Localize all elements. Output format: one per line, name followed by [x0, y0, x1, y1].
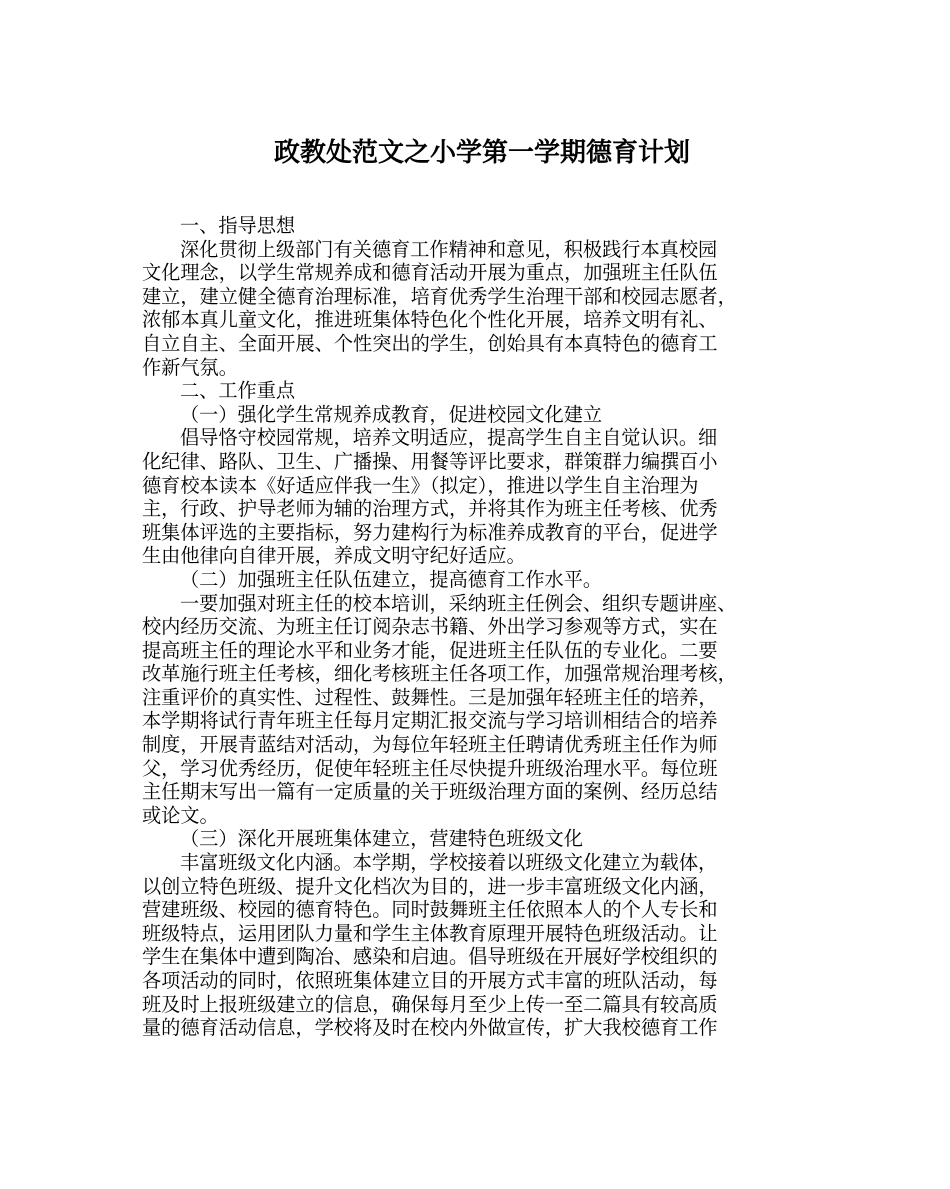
body-line: 丰富班级文化内涵。本学期，学校接着以班级文化建立为载体，	[180, 851, 718, 875]
document-title: 政教处范文之小学第一学期德育计划	[273, 138, 690, 168]
body-line: 浓郁本真儿童文化，推进班集体特色化个性化开展，培养文明有礼、	[142, 308, 718, 332]
body-line: 倡导恪守校园常规，培养文明适应，提高学生自主自觉认识。细	[180, 426, 718, 450]
body-line: 化纪律、路队、卫生、广播操、用餐等评比要求，群策群力编撰百小	[142, 449, 718, 473]
body-line: 德育校本读本《好适应伴我一生》（拟定），推进以学生自主治理为	[142, 473, 699, 497]
body-line: 量的德育活动信息，学校将及时在校内外做宣传，扩大我校德育工作	[142, 1016, 718, 1040]
body-line: 改革施行班主任考核，细化考核班主任各项工作，加强常规治理考核，	[142, 662, 737, 686]
body-line: 或论文。	[142, 803, 219, 827]
body-line: 作新气氛。	[142, 355, 238, 379]
body-line: 以创立特色班级、提升文化档次为目的，进一步丰富班级文化内涵，	[142, 874, 718, 898]
document-body	[142, 214, 822, 1040]
body-line: 班集体评选的主要指标，努力建构行为标准养成教育的平台，促进学	[142, 520, 718, 544]
body-line: 班及时上报班级建立的信息，确保每月至少上传一至二篇具有较高质	[142, 992, 718, 1016]
body-line: 主，行政、护导老师为辅的治理方式，并将其作为班主任考核、优秀	[142, 497, 718, 521]
body-line: 注重评价的真实性、过程性、鼓舞性。三是加强年轻班主任的培养，	[142, 685, 718, 709]
body-line: 班级特点，运用团队力量和学生主体教育原理开展特色班级活动。让	[142, 921, 718, 945]
body-line: 自立自主、全面开展、个性突出的学生，创始具有本真特色的德育工	[142, 331, 718, 355]
body-line: 本学期将试行青年班主任每月定期汇报交流与学习培训相结合的培养	[142, 709, 718, 733]
body-line: 主任期末写出一篇有一定质量的关于班级治理方面的案例、经历总结	[142, 780, 718, 804]
body-line: 学生在集体中遭到陶冶、感染和启迪。倡导班级在开展好学校组织的	[142, 945, 718, 969]
body-line: 深化贯彻上级部门有关德育工作精神和意见，积极践行本真校园	[180, 237, 718, 261]
document-page	[142, 120, 822, 1040]
body-line: 生由他律向自律开展，养成文明守纪好适应。	[142, 544, 526, 568]
body-line: 文化理念，以学生常规养成和德育活动开展为重点，加强班主任队伍	[142, 261, 718, 285]
body-line: （三）深化开展班集体建立，营建特色班级文化	[180, 827, 583, 851]
body-line: 父，学习优秀经历，促使年轻班主任尽快提升班级治理水平。每位班	[142, 756, 718, 780]
body-line: 校内经历交流、为班主任订阅杂志书籍、外出学习参观等方式，实在	[142, 615, 718, 639]
body-line: 二、工作重点	[180, 379, 296, 403]
body-line: （一）强化学生常规养成教育，促进校园文化建立	[180, 402, 603, 426]
body-line: 营建班级、校园的德育特色。同时鼓舞班主任依照本人的个人专长和	[142, 898, 718, 922]
body-line: 各项活动的同时，依照班集体建立目的开展方式丰富的班队活动，每	[142, 969, 718, 992]
body-line: （二）加强班主任队伍建立，提高德育工作水平。	[180, 567, 603, 591]
body-line: 建立，建立健全德育治理标准，培育优秀学生治理干部和校园志愿者，	[142, 284, 737, 308]
body-line: 一、指导思想	[180, 214, 296, 237]
body-line: 一要加强对班主任的校本培训，采纳班主任例会、组织专题讲座、	[180, 591, 737, 615]
body-line: 制度，开展青蓝结对活动，为每位年轻班主任聘请优秀班主任作为师	[142, 733, 718, 757]
body-line: 提高班主任的理论水平和业务才能，促进班主任队伍的专业化。二要	[142, 638, 718, 662]
